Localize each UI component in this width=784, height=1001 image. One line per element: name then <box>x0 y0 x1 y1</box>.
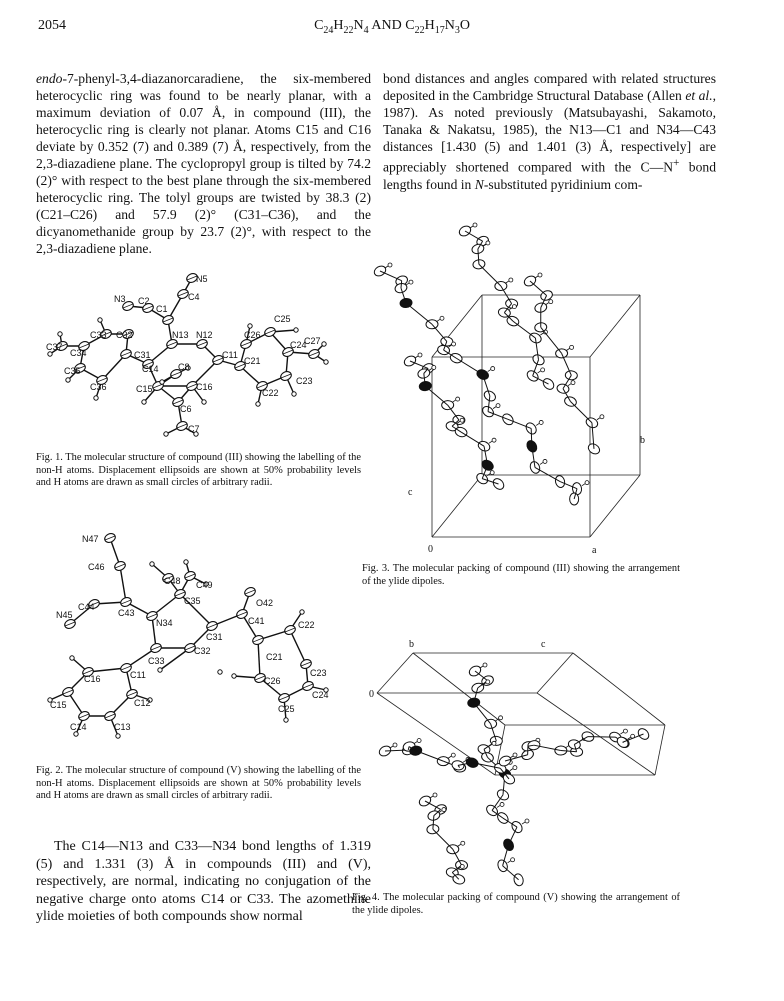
fig3-packing-h-bond <box>567 348 570 350</box>
fig1-atom-label: C34 <box>70 348 87 358</box>
fig3-packing-h-bond <box>538 371 541 373</box>
fig4-packing-hydrogen <box>417 739 421 743</box>
fig2-atom-label: C21 <box>266 652 283 662</box>
fig3-packing-h-bond <box>597 418 600 420</box>
fig2-atom-label: C35 <box>184 596 201 606</box>
fig1-atom-label: C2 <box>138 296 150 306</box>
fig3-packing-hydrogen <box>512 305 516 309</box>
fig4-packing-bond <box>433 829 453 849</box>
fig2-hydrogen-atom <box>284 718 288 722</box>
fig1-atom-label: C7 <box>188 424 200 434</box>
fig3-packing-h-bond <box>540 462 543 464</box>
fig2-atom-label: C14 <box>70 722 87 732</box>
figure-1-caption: Fig. 1. The molecular structure of compound (III) showing the labelling of the non-H atoms. Displacement ellipsoids are shown at 50% probability levels and H atoms are drawn as small circles of arbitrary radii. <box>36 452 361 488</box>
fig3-packing-bond <box>531 428 532 446</box>
fig3-unit-cell-edge <box>590 295 640 357</box>
fig3-packing-hydrogen <box>486 241 490 245</box>
fig4-packing-hydrogen <box>511 858 515 862</box>
fig1-atom-label: C27 <box>304 336 321 346</box>
fig3-packing-hydrogen <box>539 420 543 424</box>
fig2-hydrogen-atom <box>116 734 120 738</box>
fig4-packing-h-bond <box>522 822 525 824</box>
fig3-packing-bond <box>535 467 560 481</box>
fig3-packing-h-bond <box>489 441 492 443</box>
fig3-packing-hydrogen <box>490 471 494 475</box>
fig4-packing-hydrogen <box>513 766 517 770</box>
fig2-atom-label: C41 <box>248 616 265 626</box>
fig4-packing-h-bond <box>508 861 511 863</box>
fig2-atom-label: C12 <box>134 698 151 708</box>
fig2-atom-label: N45 <box>56 610 73 620</box>
fig4-unit-cell-edge <box>413 653 505 725</box>
fig1-atom-label: C14 <box>142 364 159 374</box>
fig2-atom-label: C23 <box>310 668 327 678</box>
fig1-atom-label: C32 <box>116 330 133 340</box>
fig1-atom-label: N13 <box>172 330 189 340</box>
figure-4-drawing <box>365 605 675 895</box>
fig2-atom-label: C16 <box>84 674 101 684</box>
fig2-bond <box>120 566 126 602</box>
fig3-packing-hydrogen <box>543 459 547 463</box>
fig2-atom-label: C22 <box>298 620 315 630</box>
fig4-packing-h-bond <box>390 746 393 748</box>
fig3-packing-hydrogen <box>491 367 495 371</box>
left-paragraph: endo-7-phenyl-3,4-diazanorcaradiene, the six-membered heterocyclic ring was found to be nearly planar, with a maximum deviation of 0.07 Å, in compound (III), the heterocyclic ring is clearly not planar. Atoms C15 and C16 deviate by 0.352 (7) and 0.389 (7) Å, respectively, from the 2,3-diazadiene plane. The cyclopropyl group is tilted by 74.2 (2)° with respect to the best plane through the six-membered heterocyclic ring. The tolyl groups are twisted by 38.3 (2) (C21–C26) and 57.9 (2)° (C31–C36), and the dicyanomethanide group by 23.7 (2)°, with respect to the 2,3-diazadiene plane. <box>36 71 371 256</box>
fig3-packing-bond <box>513 321 536 338</box>
fig1-atom-label: C24 <box>290 340 307 350</box>
fig2-atom-label: C32 <box>194 646 211 656</box>
right-column-text <box>383 70 716 193</box>
fig4-packing-bond <box>474 703 491 724</box>
fig3-unit-cell-edge <box>432 475 482 537</box>
fig4-unit-cell-edge <box>537 653 573 693</box>
fig2-atom-label: C44 <box>78 602 95 612</box>
fig1-atom-label: C1 <box>156 304 168 314</box>
fig3-packing-bond <box>432 324 447 341</box>
fig4-packing-hydrogen <box>513 753 517 757</box>
fig1-atom-label: C31 <box>134 350 151 360</box>
fig3-packing-hydrogen <box>432 365 436 369</box>
fig3-a-axis-label: a <box>592 545 597 556</box>
fig3-packing-bond <box>425 386 447 405</box>
fig4-packing-bond <box>475 671 488 681</box>
fig4-packing-hydrogen <box>461 841 465 845</box>
fig1-hydrogen-atom <box>66 378 70 382</box>
figure-2-caption: Fig. 2. The molecular structure of compound (V) showing the labelling of the non-H atoms. Displacement ellipsoids are shown at 50% probability levels and H atoms are drawn as small circles of arbitrary radii. <box>36 765 361 801</box>
fig3-packing-h-bond <box>582 484 585 486</box>
fig3-c-axis-label: c <box>408 487 413 498</box>
fig1-atom-label: N3 <box>114 294 126 304</box>
fig4-b-axis-label: b <box>409 639 414 650</box>
fig3-packing-hydrogen <box>473 223 477 227</box>
fig4-packing-h-bond <box>448 756 451 758</box>
fig3-packing-hydrogen <box>549 300 553 304</box>
fig1-atom-label: C11 <box>222 350 238 360</box>
left-column-text <box>36 70 371 257</box>
fig2-atom-label: C31 <box>206 632 223 642</box>
fig3-packing-hydrogen <box>600 415 604 419</box>
fig2-bond <box>258 640 260 678</box>
fig1-atom-label: C25 <box>274 314 291 324</box>
fig2-hydrogen-atom <box>232 674 236 678</box>
fig1-hydrogen-atom <box>202 400 206 404</box>
fig3-packing-h-bond <box>535 276 538 278</box>
fig4-packing-bond <box>588 737 616 738</box>
figure-2 <box>40 530 340 755</box>
fig1-hydrogen-atom <box>248 324 252 328</box>
fig1-atom-label: C35 <box>64 366 81 376</box>
fig4-packing-hydrogen <box>451 753 455 757</box>
figure-2-drawing <box>40 530 340 755</box>
fig1-hydrogen-atom <box>142 400 146 404</box>
fig2-hydrogen-atom <box>218 670 222 674</box>
fig2-atom-label: C46 <box>88 562 105 572</box>
fig4-packing-bond <box>416 751 444 762</box>
fig3-origin-label: 0 <box>428 544 433 555</box>
fig4-packing-hydrogen <box>499 716 503 720</box>
fig3-packing-h-bond <box>437 319 440 321</box>
fig3-packing-h-bond <box>415 356 418 358</box>
fig4-packing-hydrogen <box>460 864 464 868</box>
fig1-atom-label: C21 <box>244 356 261 366</box>
fig3-packing-h-bond <box>536 423 539 425</box>
fig4-packing-bond <box>503 866 519 880</box>
fig2-bond <box>290 630 306 664</box>
fig3-packing-hydrogen <box>538 273 542 277</box>
fig2-hydrogen-atom <box>158 668 162 672</box>
fig4-packing-hydrogen <box>486 680 490 684</box>
fig3-packing-bond <box>570 402 591 423</box>
figure-4 <box>365 605 675 895</box>
fig2-atom-label: C24 <box>312 690 329 700</box>
fig4-packing-hydrogen <box>525 819 529 823</box>
fig3-packing-atom <box>556 383 570 394</box>
fig1-atom-label: N12 <box>196 330 213 340</box>
fig4-unit-cell-edge <box>377 653 413 693</box>
fig4-unit-cell-edge <box>655 725 665 775</box>
fig3-packing-hydrogen <box>585 481 589 485</box>
fig4-packing-h-bond <box>497 805 500 807</box>
fig2-atom-label: C11 <box>130 670 146 680</box>
body-paragraph <box>36 838 371 926</box>
fig1-atom-label: C6 <box>180 404 192 414</box>
fig4-packing-hydrogen <box>483 663 487 667</box>
fig3-packing-hydrogen <box>418 353 422 357</box>
fig4-packing-hydrogen <box>492 741 496 745</box>
fig4-packing-h-bond <box>510 756 513 758</box>
fig1-hydrogen-atom <box>98 318 102 322</box>
fig3-unit-cell-edge <box>590 475 640 537</box>
fig1-atom-label: C36 <box>90 382 107 392</box>
fig2-hydrogen-atom <box>300 610 304 614</box>
fig3-packing-hydrogen <box>492 438 496 442</box>
fig4-packing-h-bond <box>430 796 433 798</box>
fig2-hydrogen-atom <box>70 656 74 660</box>
figure-1 <box>40 262 340 452</box>
figure-3-drawing <box>370 205 670 560</box>
fig1-atom-label: C4 <box>188 292 200 302</box>
fig3-packing-bond <box>380 271 402 281</box>
fig2-atom-label: C13 <box>114 722 131 732</box>
fig3-packing-bond <box>465 231 483 241</box>
fig3-packing-h-bond <box>493 407 496 409</box>
fig3-b-axis-label: b <box>640 435 645 446</box>
fig3-packing-atom <box>475 368 490 381</box>
fig1-atom-label: C26 <box>244 330 261 340</box>
fig1-atom-label: C15 <box>136 384 153 394</box>
figure-3-caption: Fig. 3. The molecular packing of compound (III) showing the arrangement of the ylide dipoles. <box>362 563 680 587</box>
bottom-paragraph: The C14—N13 and C33—N34 bond lengths of 1.319 (5) and 1.331 (3) Å in compounds (III) and (V), respectively, are normal, indicating no conjugation of the negative charge onto atoms C14 or C33. The azomethine ylide moieties of both compounds show normal <box>36 839 371 924</box>
fig2-atom-label: C26 <box>264 676 281 686</box>
fig4-packing-h-bond <box>463 760 466 762</box>
running-title: $C_{24}H_{22}N_4$ AND $C_{22}H_{17}N_3O$ <box>314 18 470 36</box>
fig1-hydrogen-atom <box>58 332 62 336</box>
fig1-hydrogen-atom <box>322 342 326 346</box>
fig2-atom-label: C48 <box>164 576 181 586</box>
fig2-atom-label: C15 <box>50 700 67 710</box>
fig3-packing-h-bond <box>453 400 456 402</box>
figure-4-caption: Fig. 4. The molecular packing of compound (V) showing the arrangement of the ylide dipoles. <box>352 892 680 916</box>
fig4-packing-h-bond <box>458 844 461 846</box>
fig2-hydrogen-atom <box>150 562 154 566</box>
fig3-packing-bond <box>530 281 547 295</box>
fig3-packing-bond <box>456 358 483 374</box>
page-number: 2054 <box>38 18 66 33</box>
fig3-packing-bond <box>541 327 562 353</box>
fig1-hydrogen-atom <box>94 396 98 400</box>
fig2-atom-label: O42 <box>256 598 274 608</box>
fig4-packing-hydrogen <box>623 729 627 733</box>
fig3-packing-hydrogen <box>509 278 513 282</box>
fig4-packing-hydrogen <box>433 793 437 797</box>
fig1-hydrogen-atom <box>160 380 164 384</box>
fig3-packing-bond <box>479 264 501 286</box>
fig3-packing-h-bond <box>540 333 543 335</box>
fig1-atom-label: C23 <box>296 376 313 386</box>
fig4-packing-hydrogen <box>393 743 397 747</box>
fig1-hydrogen-atom <box>164 432 168 436</box>
fig4-packing-hydrogen <box>500 802 504 806</box>
fig4-packing-h-bond <box>414 742 417 744</box>
fig3-packing-hydrogen <box>456 397 460 401</box>
fig4-origin-label: 0 <box>369 689 374 700</box>
fig1-hydrogen-atom <box>48 352 52 356</box>
fig3-packing-h-bond <box>546 303 549 305</box>
fig1-atom-label: C37 <box>46 342 63 352</box>
fig4-packing-hydrogen <box>442 808 446 812</box>
right-paragraph: bond distances and angles compared with related structures deposited in the Cambridge Structural Database (Allen et al., 1987). As noted previously (Matsubayashi, Sakamoto, Tanaka & Nakatsu, 1985), the N13—C1 and N34—C43 distances [1.430 (5) and 1.401 (3) Å, respectively] are appreciably shortened compared with the C—N+ bond lengths found in N-substituted pyridinium com- <box>383 71 716 192</box>
fig1-hydrogen-atom <box>324 360 328 364</box>
fig1-atom-label: C8 <box>178 362 190 372</box>
fig3-packing-h-bond <box>488 370 491 372</box>
fig2-hydrogen-atom <box>74 732 78 736</box>
fig3-packing-hydrogen <box>460 418 464 422</box>
fig3-packing-bond <box>401 281 402 288</box>
fig2-atom-label: N47 <box>82 534 99 544</box>
fig1-hydrogen-atom <box>292 392 296 396</box>
fig3-packing-h-bond <box>506 281 509 283</box>
fig3-packing-hydrogen <box>571 381 575 385</box>
fig3-packing-h-bond <box>568 384 571 386</box>
fig2-atom-label: N34 <box>156 618 173 628</box>
fig4-packing-h-bond <box>620 732 623 734</box>
fig4-packing-h-bond <box>510 769 513 771</box>
fig4-unit-cell-edge <box>537 693 655 775</box>
fig4-c-axis-label: c <box>541 639 546 650</box>
fig3-packing-bond <box>406 303 432 324</box>
figure-1-drawing <box>40 262 340 452</box>
fig3-packing-hydrogen <box>541 368 545 372</box>
fig3-packing-h-bond <box>385 266 388 268</box>
fig1-atom-label: C22 <box>262 388 279 398</box>
figure-3 <box>370 205 670 560</box>
fig2-atom-label: C49 <box>196 580 213 590</box>
fig2-atom-label: C33 <box>148 656 165 666</box>
fig3-packing-hydrogen <box>570 345 574 349</box>
fig4-packing-h-bond <box>480 666 483 668</box>
fig3-packing-hydrogen <box>496 404 500 408</box>
fig1-atom-label: C16 <box>196 382 213 392</box>
fig1-atom-label: C33 <box>90 330 107 340</box>
fig3-packing-h-bond <box>470 226 473 228</box>
fig2-atom-label: C25 <box>278 704 295 714</box>
fig4-unit-cell-edge <box>573 653 665 725</box>
fig2-atom-label: C43 <box>118 608 135 618</box>
fig1-hydrogen-atom <box>256 402 260 406</box>
fig3-packing-hydrogen <box>452 342 456 346</box>
fig3-packing-bond <box>461 432 484 446</box>
fig3-packing-hydrogen <box>409 280 413 284</box>
fig1-hydrogen-atom <box>294 328 298 332</box>
fig1-atom-label: N5 <box>196 274 208 284</box>
fig2-hydrogen-atom <box>184 560 188 564</box>
fig3-packing-hydrogen <box>388 263 392 267</box>
fig3-packing-hydrogen <box>440 316 444 320</box>
